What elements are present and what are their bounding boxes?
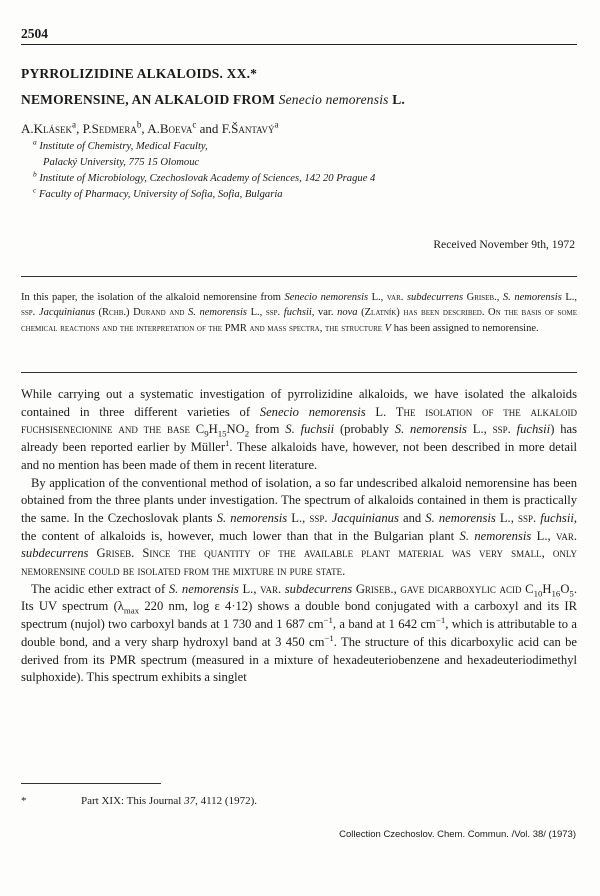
author-1-affil-mark: a [72,119,77,130]
paragraph-1: While carrying out a systematic investigation of pyrrolizidine alkaloids, we have isolated the alkaloids contained in three different varieties of Senecio nemorensis L. The isolation of the alkaloid fuchsisenecionine and the base $C_9H_{15}NO_2$ from S. fuchsii (probably S. nemorensis L., ssp. fuchsii) has already been reported earlier by Müller$^1$. These alkaloids have, however, not been described in more detail and no mention has been made of them in recent literature. [21,387,577,472]
affiliation-mark: c [33,185,37,195]
affiliation-text: Faculty of Pharmacy, University of Sofia, Sofia, Bulgaria [38,189,283,200]
author-3-name: Boeva [159,121,193,136]
page-number: 2504 [21,26,48,41]
affiliation-a-line1 [33,137,208,154]
paragraph-2: By application of the conventional method of isolation, a so far undescribed alkaloid nemorensine has been obtained from the three plants under investigation. The spectrum of alkaloids contained in them is practically the same. In the Czechoslovak plants S. nemorensis L., ssp. Jacquinianus and S. nemorensis L., ssp. fuchsii, the content of alkaloids is, however, much lower than that in the Bulgarian plant S. nemorensis L., var. subdecurrens Griseb. Since the quantity of the available plant material was very small, only nemorensine could be isolated from the mixture in pure state. [21,475,577,579]
author-4-initial: F. [221,121,232,136]
author-separator: , [76,121,83,136]
affiliation-mark: a [33,137,37,147]
abstract-bottom-rule [21,372,577,373]
affiliation-a-line2 [43,156,199,170]
title-species: Senecio nemorensis [278,92,389,107]
affiliation-mark: b [33,169,37,179]
title-series: PYRROLIZIDINE ALKALOIDS. XX.* [21,66,258,81]
footnote: * Part XIX: This Journal 37, 4112 (1972). [21,795,257,807]
affiliation-text: Institute of Microbiology, Czechoslovak Academy of Sciences, 142 20 Prague 4 [39,173,376,184]
author-2-affil-mark: b [136,119,142,130]
author-list [21,121,279,137]
author-4-name: Šantavý [231,121,275,136]
affiliation-c [33,185,283,202]
paragraph-3: The acidic ether extract of S. nemorensis L., var. subdecurrens Griseb., gave dicarboxylic acid $C_{10}H_{16}O_5$. Its UV spectrum ($\lambda_{max}$ 220 nm, log ε 4·12) shows a double bond conjugated with a carboxyl and its IR spectrum (nujol) two carboxyl bands at 1 730 and 1 687 $cm^{-1}$, a band at 1 642 $cm^{-1}$, which is attributable to a double bond, and a very sharp hydroxyl band at 3 450 $cm^{-1}$. The structure of this dicarboxylic acid can be derived from its PMR spectrum (measured in a mixture of hexadeuteriobenzene and hexadeuteriodimethyl sulphoxide). This spectrum exhibits a singlet [21,581,577,685]
author-4-affil-mark: a [274,119,279,130]
received-date: Received November 9th, 1972 [433,238,575,251]
author-3-affil-mark: c [192,119,197,130]
author-3-initial: A. [147,121,160,136]
title-author-abbrev: L. [392,92,405,107]
affiliation-text: Institute of Chemistry, Medical Faculty, [39,141,208,152]
author-separator: and [196,121,222,136]
footnote-mark: * [21,795,27,807]
body-text [21,386,577,687]
author-separator: , [141,121,148,136]
author-2-name: Sedmera [91,121,137,136]
affiliation-b [33,169,376,186]
author-2-initial: P. [82,121,92,136]
abstract-top-rule [21,276,577,277]
title-main-text: NEMORENSINE, AN ALKALOID FROM [21,92,279,107]
author-1-name: Klásek [33,121,73,136]
header-rule [21,44,577,45]
footnote-rule [21,783,161,784]
abstract: In this paper, the isolation of the alkaloid nemorensine from Senecio nemorensis L., var. subdecurrens Griseb., S. nemorensis L., ssp. Jacquinianus (Rchb.) Durand and S. nemorensis L., ssp. fuchsii, var. nova (Zlatník) has been described. On the basis of some chemical reactions and the interpretation of the PMR and mass spectra, the structure V has been assigned to nemorensine. [21,292,577,334]
title-main [21,92,405,108]
author-1-initial: A. [21,121,34,136]
affiliation-text: Palacký University, 775 15 Olomouc [43,157,200,168]
journal-footer: Collection Czechoslov. Chem. Commun. /Vol. 38/ (1973) [339,829,576,840]
